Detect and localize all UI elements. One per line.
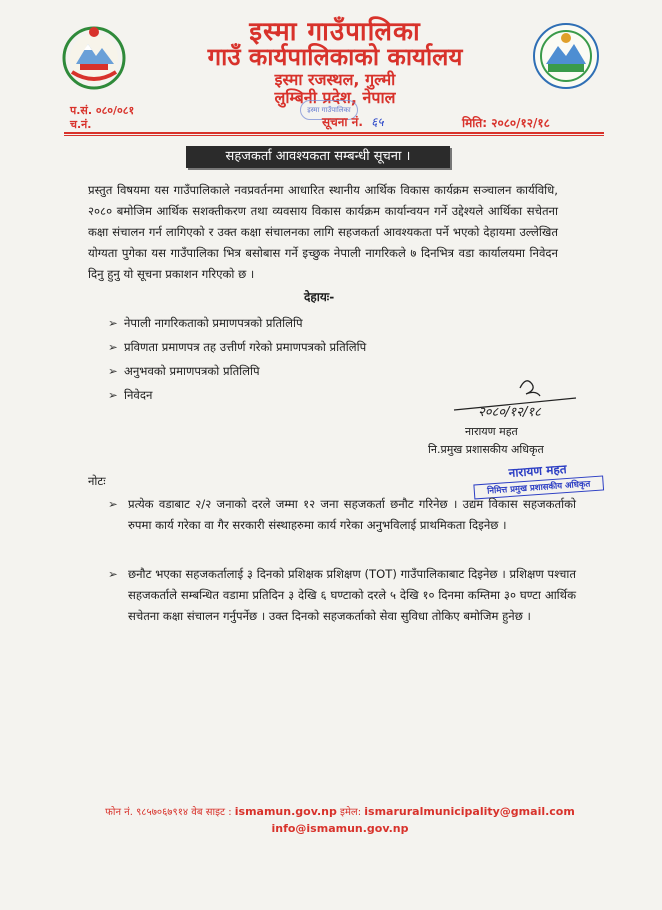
arrow-bullet-icon: ➢ [108,316,118,330]
list-item: ➢ निवेदन [108,388,153,402]
header-divider [64,132,604,134]
arrow-bullet-icon: ➢ [108,388,118,402]
signatory-name: नारायण महत [465,425,518,438]
list-item: ➢ प्रविणता प्रमाणपत्र तह उत्तीर्ण गरेको प्रमाणपत्रको प्रतिलिपि [108,340,367,354]
arrow-bullet-icon: ➢ [108,340,118,354]
notice-number-value: ६५ [371,115,384,129]
header-municipality-name: इस्मा गाउँपालिका [249,17,421,47]
list-item: ➢ नेपाली नागरिकताको प्रमाणपत्रको प्रतिलिपि [108,316,303,330]
office-stamp: इस्मा गाउँपालिका [300,100,358,120]
notice-date: मिति: २०८०/१२/१८ [462,116,550,130]
stamp-name: नारायण महत [508,462,567,481]
municipality-logo-icon [530,20,602,92]
requirements-list [108,314,366,410]
notice-title: सहजकर्ता आवश्यकता सम्बन्धी सूचना । [225,149,411,164]
footer-line-1 [100,804,580,821]
stamp-post: निमित्त प्रमुख प्रशासकीय अधिकृत [473,475,604,499]
footer-email-label: इमेल: [340,807,362,818]
signatory-stamp [472,458,604,497]
list-item: ➢ अनुभवको प्रमाणपत्रको प्रतिलिपि [108,364,260,378]
note-label: नोटः [88,474,106,488]
signatory-post: नि.प्रमुख प्रशासकीय अधिकृत [428,443,544,456]
note-item [108,564,576,627]
note-text: छनौट भएका सहजकर्तालाई ३ दिनको प्रशिक्षक प्रशिक्षण (TOT) गाउँपालिकाबाट दिइनेछ । प्रशिक्षण पश्चात सहजकर्ताले सम्बन्धित वडामा प्रतिदिन ३ देखि ६ घण्टाको दरले ५ देखि १० दिनमा कम्तिमा ३० घण्टा आर्थिक सचेतना कक्षा संचालन गर्नुपर्नेछ । उक्त दिनको सहजकर्ताको सेवा सुविधा तोकिए बमोजिम हुनेछ । [128,567,576,623]
notice-number-label: सूचना नं. [322,115,363,129]
arrow-bullet-icon: ➢ [108,497,118,511]
nepal-emblem-icon [58,20,130,92]
header-address: इस्मा रजस्थल, गुल्मी [274,70,396,89]
footer-phone: फोन नं. ९८५७०६७९१४ [105,807,189,818]
footer-email-link[interactable]: ismaruralmunicipality@gmail.com [364,805,575,818]
signature-date: २०८०/१२/१८ [478,405,541,420]
arrow-bullet-icon: ➢ [108,567,118,581]
reference-numbers [70,104,134,132]
header-province: लुम्बिनी प्रदेश, नेपाल [274,88,396,107]
dehaya-label: देहायः- [304,290,335,304]
arrow-bullet-icon: ➢ [108,364,118,378]
header-divider-thin [64,135,604,136]
notice-number [322,113,384,130]
handwritten-signature [450,374,580,422]
footer-email-link-2[interactable]: info@ismamun.gov.np [271,822,409,835]
footer-site-link[interactable]: ismamun.gov.np [234,805,337,818]
ref-ps: प.सं. ०८०/०८१ [70,104,135,117]
notice-title-box [186,146,450,168]
footer-site-label: वेब साइट : [191,807,232,818]
note-text: प्रत्येक वडाबाट २/२ जनाको दरले जम्मा १२ जना सहजकर्ता छनौट गरिनेछ । उद्यम विकास सहजकर्ताको रुपमा कार्य गरेका वा गैर सरकारी संस्थाहरुमा कार्य गरेका अनुभविलाई प्राथमिकता दिइनेछ । [128,497,576,532]
ref-cn: च.नं. [70,118,92,131]
body-paragraph: प्रस्तुत विषयमा यस गाउँपालिकाले नवप्रवर्तनमा आधारित स्थानीय आर्थिक विकास कार्यक्रम सञ्चालन कार्यविधि, २०८० बमोजिम आर्थिक सशक्तीकरण तथा व्यवसाय विकास कार्यक्रम कार्यान्वयन गर्ने उद्देश्यले आर्थिका सचेतना कक्षा संचालन गर्न लागिएको र उक्त कक्षा संचालनका लागि सहजकर्ता आवश्यकता पर्ने भएको देहायमा उल्लेखित योग्यता पुगेका यस गाउँपालिका भित्र बसोबास गर्ने इच्छुक नेपाली नागरिकले ७ दिनभित्र वडा कार्यालयमा निवेदन दिनु हुनु यो सूचना प्रकाशन गरिएको छ । [88,183,558,281]
header-office-name: गाउँ कार्यपालिकाको कार्यालय [207,43,463,71]
footer-contact [100,804,580,837]
note-item [108,494,576,536]
